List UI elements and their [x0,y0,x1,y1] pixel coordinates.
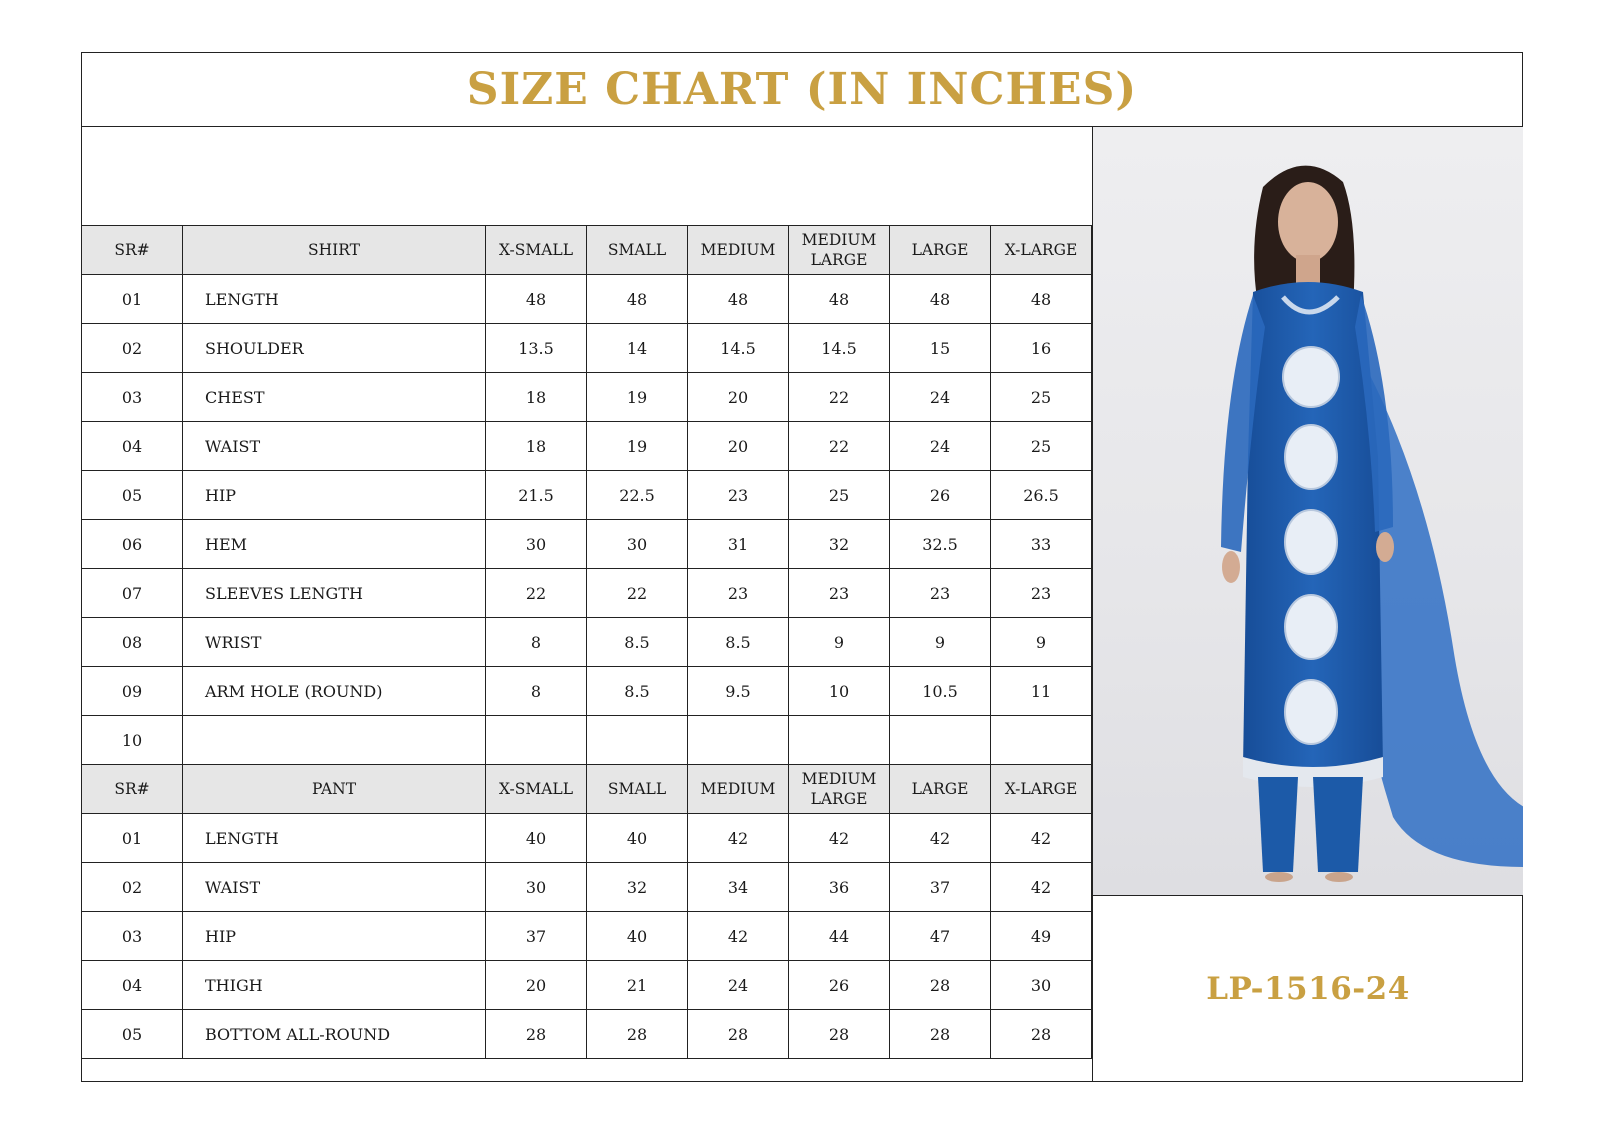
shirt-measure-cell [183,716,486,765]
shirt-measure-cell: LENGTH [183,275,486,324]
pant-value-cell: 28 [789,1010,890,1059]
shirt-value-cell: 13.5 [486,324,587,373]
pant-value-cell: 49 [991,912,1092,961]
shirt-header-cell: SHIRT [183,226,486,275]
pant-measure-cell: BOTTOM ALL-ROUND [183,1010,486,1059]
pant-value-cell: 28 [486,1010,587,1059]
shirt-value-cell: 25 [991,373,1092,422]
pant-value-cell: 37 [486,912,587,961]
size-chart-frame [81,52,1523,1082]
shirt-value-cell: 30 [587,520,688,569]
shirt-row [82,275,1092,324]
pant-value-cell: 37 [890,863,991,912]
pant-value-cell: 42 [890,814,991,863]
pant-value-cell: 28 [890,1010,991,1059]
shirt-row [82,716,1092,765]
shirt-row [82,618,1092,667]
pant-value-cell: 21 [587,961,688,1010]
pant-value-cell: 42 [789,814,890,863]
shirt-header-cell: SMALL [587,226,688,275]
shirt-sr-cell: 02 [82,324,183,373]
pant-header-cell: MEDIUM LARGE [789,765,890,814]
shirt-value-cell: 14.5 [789,324,890,373]
pant-value-cell: 40 [486,814,587,863]
shirt-sr-cell: 07 [82,569,183,618]
shirt-value-cell [688,716,789,765]
title-bar [82,53,1522,127]
shirt-value-cell: 10.5 [890,667,991,716]
shirt-sr-cell: 06 [82,520,183,569]
pant-value-cell: 42 [991,863,1092,912]
pant-value-cell: 28 [991,1010,1092,1059]
shirt-value-cell: 25 [991,422,1092,471]
pant-value-cell: 34 [688,863,789,912]
shirt-value-cell: 20 [688,373,789,422]
shirt-value-cell: 8.5 [587,667,688,716]
shirt-header-cell: X-SMALL [486,226,587,275]
shirt-row [82,471,1092,520]
pant-header-cell: SMALL [587,765,688,814]
shirt-value-cell: 23 [789,569,890,618]
pant-value-cell: 47 [890,912,991,961]
shirt-value-cell: 11 [991,667,1092,716]
shirt-value-cell: 16 [991,324,1092,373]
pant-header-row [82,765,1092,814]
shirt-header-cell: MEDIUM LARGE [789,226,890,275]
pant-value-cell: 20 [486,961,587,1010]
shirt-value-cell: 31 [688,520,789,569]
pant-size-table [81,764,1092,1059]
pant-measure-cell: HIP [183,912,486,961]
shirt-sr-cell: 05 [82,471,183,520]
shirt-value-cell [486,716,587,765]
pant-sr-cell: 02 [82,863,183,912]
shirt-row [82,422,1092,471]
shirt-value-cell: 22 [789,422,890,471]
shirt-value-cell: 23 [991,569,1092,618]
shirt-value-cell [587,716,688,765]
shirt-measure-cell: CHEST [183,373,486,422]
shirt-measure-cell: HIP [183,471,486,520]
pant-value-cell: 26 [789,961,890,1010]
shirt-value-cell: 9.5 [688,667,789,716]
pant-value-cell: 44 [789,912,890,961]
shirt-value-cell: 8.5 [587,618,688,667]
shirt-row [82,667,1092,716]
pant-header-cell: MEDIUM [688,765,789,814]
shirt-value-cell: 15 [890,324,991,373]
shirt-value-cell: 48 [486,275,587,324]
pant-header-cell: PANT [183,765,486,814]
shirt-measure-cell: ARM HOLE (ROUND) [183,667,486,716]
pant-sr-cell: 04 [82,961,183,1010]
shirt-value-cell: 48 [789,275,890,324]
pant-measure-cell: WAIST [183,863,486,912]
pant-row [82,863,1092,912]
shirt-value-cell: 33 [991,520,1092,569]
pant-value-cell: 42 [688,912,789,961]
pant-header-cell: LARGE [890,765,991,814]
pant-row [82,1010,1092,1059]
shirt-value-cell: 26.5 [991,471,1092,520]
shirt-value-cell: 30 [486,520,587,569]
shirt-sr-cell: 01 [82,275,183,324]
pant-value-cell: 36 [789,863,890,912]
shirt-sr-cell: 10 [82,716,183,765]
pant-header-cell: X-LARGE [991,765,1092,814]
product-code-area [1092,896,1523,1082]
shirt-measure-cell: WAIST [183,422,486,471]
shirt-value-cell: 25 [789,471,890,520]
shirt-header-cell: MEDIUM [688,226,789,275]
shirt-value-cell: 8 [486,667,587,716]
shirt-value-cell: 8.5 [688,618,789,667]
shirt-value-cell: 22.5 [587,471,688,520]
shirt-value-cell: 48 [688,275,789,324]
shirt-value-cell: 8 [486,618,587,667]
shirt-value-cell: 14 [587,324,688,373]
shirt-value-cell: 18 [486,422,587,471]
shirt-value-cell: 14.5 [688,324,789,373]
shirt-header-cell: SR# [82,226,183,275]
pant-value-cell: 30 [991,961,1092,1010]
shirt-measure-cell: HEM [183,520,486,569]
pant-value-cell: 32 [587,863,688,912]
pant-header-cell: SR# [82,765,183,814]
pant-value-cell: 28 [890,961,991,1010]
shirt-sr-cell: 04 [82,422,183,471]
shirt-value-cell: 19 [587,373,688,422]
shirt-value-cell: 22 [587,569,688,618]
shirt-value-cell: 18 [486,373,587,422]
shirt-header-row [82,226,1092,275]
shirt-value-cell: 22 [789,373,890,422]
pant-value-cell: 40 [587,912,688,961]
blank-area [82,127,1092,225]
shirt-value-cell: 9 [890,618,991,667]
shirt-sr-cell: 08 [82,618,183,667]
pant-value-cell: 28 [587,1010,688,1059]
shirt-value-cell: 9 [789,618,890,667]
shirt-value-cell: 9 [991,618,1092,667]
shirt-measure-cell: WRIST [183,618,486,667]
shirt-value-cell [991,716,1092,765]
shirt-value-cell: 23 [688,471,789,520]
shirt-value-cell: 19 [587,422,688,471]
shirt-value-cell: 26 [890,471,991,520]
shirt-sr-cell: 09 [82,667,183,716]
shirt-value-cell: 21.5 [486,471,587,520]
pant-sr-cell: 01 [82,814,183,863]
shirt-row [82,520,1092,569]
shirt-header-cell: X-LARGE [991,226,1092,275]
shirt-value-cell: 22 [486,569,587,618]
model-photo-icon [1093,127,1523,896]
shirt-measure-cell: SHOULDER [183,324,486,373]
pant-value-cell: 42 [688,814,789,863]
shirt-value-cell: 23 [688,569,789,618]
pant-value-cell: 28 [688,1010,789,1059]
shirt-value-cell: 48 [587,275,688,324]
pant-value-cell: 30 [486,863,587,912]
shirt-measure-cell: SLEEVES LENGTH [183,569,486,618]
shirt-value-cell: 23 [890,569,991,618]
shirt-value-cell: 10 [789,667,890,716]
shirt-row [82,373,1092,422]
pant-value-cell: 24 [688,961,789,1010]
pant-value-cell: 40 [587,814,688,863]
shirt-value-cell: 32.5 [890,520,991,569]
shirt-value-cell: 32 [789,520,890,569]
shirt-size-table [81,225,1092,765]
shirt-row [82,324,1092,373]
pant-row [82,814,1092,863]
shirt-sr-cell: 03 [82,373,183,422]
shirt-value-cell: 24 [890,422,991,471]
shirt-value-cell: 24 [890,373,991,422]
model-photo [1092,127,1523,896]
pant-measure-cell: THIGH [183,961,486,1010]
pant-value-cell: 42 [991,814,1092,863]
product-code: LP-1516-24 [1206,971,1410,1007]
pant-header-cell: X-SMALL [486,765,587,814]
shirt-value-cell: 48 [991,275,1092,324]
shirt-row [82,569,1092,618]
pant-sr-cell: 05 [82,1010,183,1059]
pant-measure-cell: LENGTH [183,814,486,863]
pant-row [82,961,1092,1010]
shirt-header-cell: LARGE [890,226,991,275]
shirt-value-cell: 48 [890,275,991,324]
pant-row [82,912,1092,961]
pant-sr-cell: 03 [82,912,183,961]
shirt-value-cell: 20 [688,422,789,471]
page-title: SIZE CHART (IN INCHES) [466,64,1138,115]
shirt-value-cell [890,716,991,765]
shirt-value-cell [789,716,890,765]
